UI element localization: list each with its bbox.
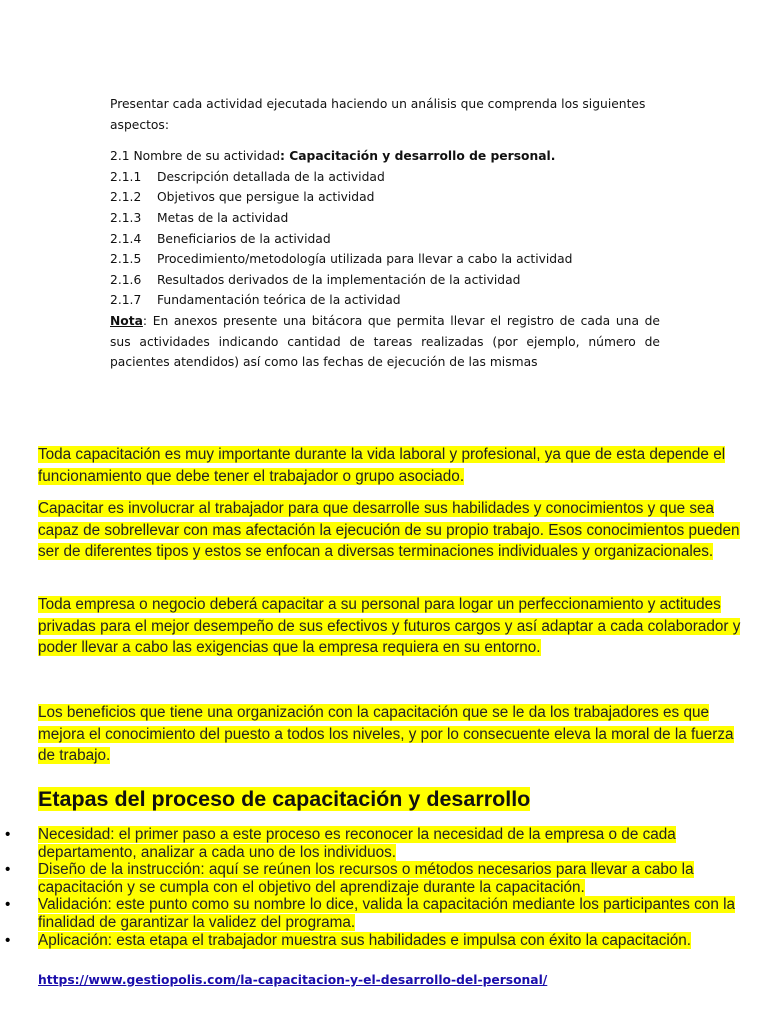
list-item [0, 826, 760, 861]
list-item [110, 229, 660, 250]
highlighted-text: Los beneficios que tiene una organización con la capacitación que se le da los trabajadores es que mejora el conocimiento del puesto a todos los niveles, y por lo consecuente eleva la moral de la fuerza de trabajo. [38, 704, 734, 764]
highlighted-text: Toda capacitación es muy importante durante la vida laboral y profesional, ya que de esta depende el funcionamiento que debe tener el trabajador o grupo asociado. [38, 446, 726, 485]
assignment-instructions [110, 94, 660, 373]
note-text: : En anexos presente una bitácora que permita llevar el registro de cada una de sus actividades indicando cantidad de tareas realizadas (por ejemplo, número de pacientes atendidos) así como las fechas de ejecución de las mismas [110, 313, 660, 370]
source-link[interactable]: https://www.gestiopolis.com/la-capacitacion-y-el-desarrollo-del-personal/ [38, 973, 548, 987]
activity-heading-name: : Capacitación y desarrollo de personal. [280, 149, 556, 164]
list-item [110, 270, 660, 291]
item-number: 2.1.1 [110, 169, 142, 184]
list-item [110, 290, 660, 311]
stage-text: Necesidad: el primer paso a este proceso es reconocer la necesidad de la empresa o de cada departamento, analizar a cada uno de los individuos. [38, 826, 676, 861]
bullet-icon: • [5, 826, 11, 843]
item-text: Resultados derivados de la implementación de la actividad [157, 272, 521, 287]
aspects-list [110, 167, 660, 311]
item-text: Metas de la actividad [157, 210, 289, 225]
instructions-lead: Presentar cada actividad ejecutada haciendo un análisis que comprenda los siguientes aspectos: [110, 97, 646, 132]
paragraph-benefits [38, 702, 753, 767]
item-number: 2.1.3 [110, 210, 142, 225]
list-item [110, 187, 660, 208]
list-item [110, 208, 660, 229]
paragraph-importance [38, 444, 753, 487]
paragraph-company [38, 594, 753, 659]
bullet-icon: • [5, 896, 11, 914]
activity-heading [110, 146, 660, 167]
item-text: Descripción detallada de la actividad [157, 169, 385, 184]
note-paragraph [110, 311, 660, 373]
note-label: Nota [110, 313, 143, 328]
item-number: 2.1.7 [110, 293, 142, 308]
item-text: Beneficiarios de la actividad [157, 231, 331, 246]
item-text: Procedimiento/metodología utilizada para llevar a cabo la actividad [157, 252, 573, 267]
section-title [38, 784, 530, 814]
list-item [0, 861, 760, 896]
bullet-icon: • [5, 931, 11, 949]
item-number: 2.1.6 [110, 272, 142, 287]
paragraph-definition [38, 498, 753, 563]
item-number: 2.1.4 [110, 231, 142, 246]
stage-text: Aplicación: esta etapa el trabajador muestra sus habilidades e impulsa con éxito la capacitación. [38, 931, 692, 949]
list-item [110, 167, 660, 188]
activity-heading-prefix: 2.1 Nombre de su actividad [110, 149, 280, 164]
stage-text: Validación: este punto como su nombre lo dice, valida la capacitación mediante los participantes con la finalidad de garantizar la validez del programa. [38, 896, 735, 931]
section-title-text: Etapas del proceso de capacitación y desarrollo [38, 787, 531, 811]
item-text: Objetivos que persigue la actividad [157, 190, 375, 205]
bullet-icon: • [5, 861, 11, 879]
item-number: 2.1.2 [110, 190, 142, 205]
list-item [110, 249, 660, 270]
item-text: Fundamentación teórica de la actividad [157, 293, 401, 308]
stage-text: Diseño de la instrucción: aquí se reúnen los recursos o métodos necesarios para llevar a cabo la capacitación y se cumpla con el objetivo del aprendizaje durante la capacitación. [38, 861, 694, 896]
stages-list [0, 826, 760, 949]
item-number: 2.1.5 [110, 252, 142, 267]
list-item [0, 896, 760, 931]
highlighted-text: Toda empresa o negocio deberá capacitar a su personal para logar un perfeccionamiento y actitudes privadas para el mejor desempeño de sus efectivos y futuros cargos y así adaptar a cada colaborador y poder llevar a cabo las exigencias que la empresa requiera en su entorno. [38, 596, 741, 656]
list-item [0, 932, 760, 950]
highlighted-text: Capacitar es involucrar al trabajador para que desarrolle sus habilidades y conocimientos y que sea capaz de sobrellevar con mas afectación la ejecución de su propio trabajo. Esos conocimientos pueden ser de diferentes tipos y estos se enfocan a diversas terminaciones individuales y organizacionales. [38, 500, 740, 560]
